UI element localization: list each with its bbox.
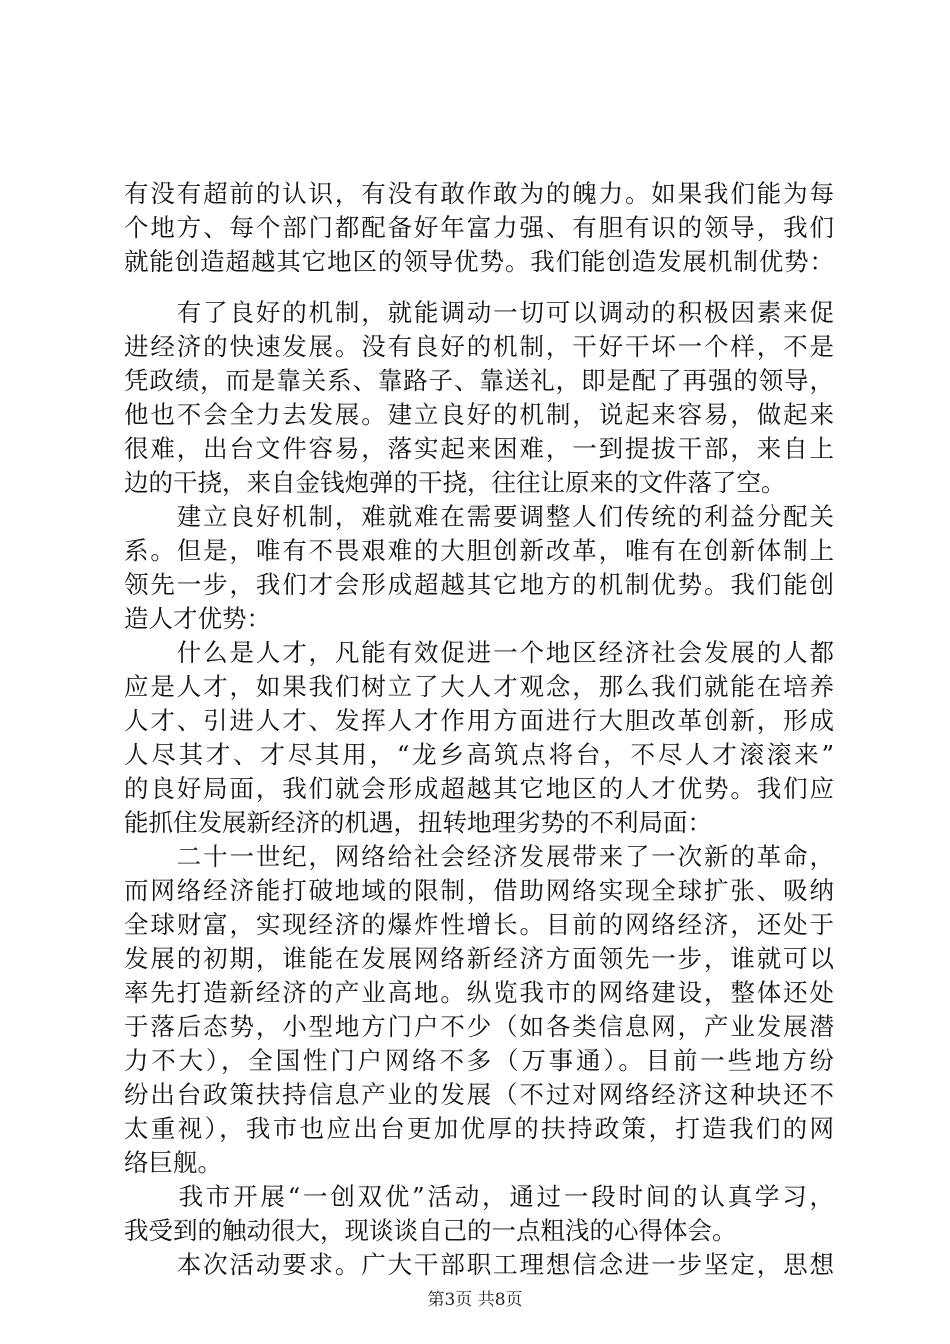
text-line: 应是人才，如果我们树立了大人才观念，那么我们就能在培养 bbox=[124, 672, 834, 701]
text-line: 我受到的触动很大，现谈谈自己的一点粗浅的心得体会。 bbox=[124, 1216, 737, 1245]
text-line: 我市开展“一创双优”活动，通过一段时间的认真学习， bbox=[124, 1182, 834, 1211]
text-line: 全球财富，实现经济的爆炸性增长。目前的网络经济，还处于 bbox=[124, 910, 834, 939]
text-line: 什么是人才，凡能有效促进一个地区经济社会发展的人都 bbox=[124, 638, 834, 667]
text-line: 能抓住发展新经济的机遇，扭转地理劣势的不利局面： bbox=[124, 808, 712, 837]
text-line: 个地方、每个部门都配备好年富力强、有胆有识的领导，我们 bbox=[124, 213, 834, 242]
text-line: 率先打造新经济的产业高地。纵览我市的网络建设，整体还处 bbox=[124, 978, 834, 1007]
text-line: 太重视），我市也应出台更加优厚的扶持政策，打造我们的网 bbox=[124, 1114, 834, 1143]
text-line: 人尽其才、才尽其用，“龙乡高筑点将台，不尽人才滚滚来” bbox=[124, 740, 834, 769]
text-line: 系。但是，唯有不畏艰难的大胆创新改革，唯有在创新体制上 bbox=[124, 536, 834, 565]
text-line: 很难，出台文件容易，落实起来困难，一到提拔干部，来自上 bbox=[124, 434, 834, 463]
text-line: 发展的初期，谁能在发展网络新经济方面领先一步，谁就可以 bbox=[124, 944, 834, 973]
text-line: 他也不会全力去发展。建立良好的机制，说起来容易，做起来 bbox=[124, 400, 834, 429]
text-line: 有了良好的机制，就能调动一切可以调动的积极因素来促 bbox=[124, 298, 834, 327]
text-line: 建立良好机制，难就难在需要调整人们传统的利益分配关 bbox=[124, 502, 834, 531]
text-line: 本次活动要求。广大干部职工理想信念进一步坚定，思想 bbox=[124, 1250, 834, 1279]
text-line: 人才、引进人才、发挥人才作用方面进行大胆改革创新，形成 bbox=[124, 706, 834, 735]
text-line: 就能创造超越其它地区的领导优势。我们能创造发展机制优势： bbox=[124, 247, 834, 276]
text-line: 领先一步，我们才会形成超越其它地方的机制优势。我们能创 bbox=[124, 570, 834, 599]
text-line: 络巨舰。 bbox=[124, 1148, 222, 1177]
text-line: 力不大），全国性门户网络不多（万事通）。目前一些地方纷 bbox=[124, 1046, 834, 1075]
page-footer: 第3页 共8页 bbox=[427, 1290, 523, 1310]
text-line: 造人才优势： bbox=[124, 604, 271, 633]
text-line: 边的干挠，来自金钱炮弹的干挠，往往让原来的文件落了空。 bbox=[124, 468, 786, 497]
text-line: 而网络经济能打破地域的限制，借助网络实现全球扩张、吸纳 bbox=[124, 876, 834, 905]
text-line: 进经济的快速发展。没有良好的机制，干好干坏一个样，不是 bbox=[124, 332, 834, 361]
text-line: 凭政绩，而是靠关系、靠路子、靠送礼，即是配了再强的领导， bbox=[124, 366, 834, 395]
text-line: 有没有超前的认识，有没有敢作敢为的魄力。如果我们能为每 bbox=[124, 179, 834, 208]
text-line: 于落后态势，小型地方门户不少（如各类信息网，产业发展潜 bbox=[124, 1012, 834, 1041]
text-line: 二十一世纪，网络给社会经济发展带来了一次新的革命， bbox=[124, 842, 834, 871]
text-line: 纷出台政策扶持信息产业的发展（不过对网络经济这种块还不 bbox=[124, 1080, 834, 1109]
text-line: 的良好局面，我们就会形成超越其它地区的人才优势。我们应 bbox=[124, 774, 834, 803]
